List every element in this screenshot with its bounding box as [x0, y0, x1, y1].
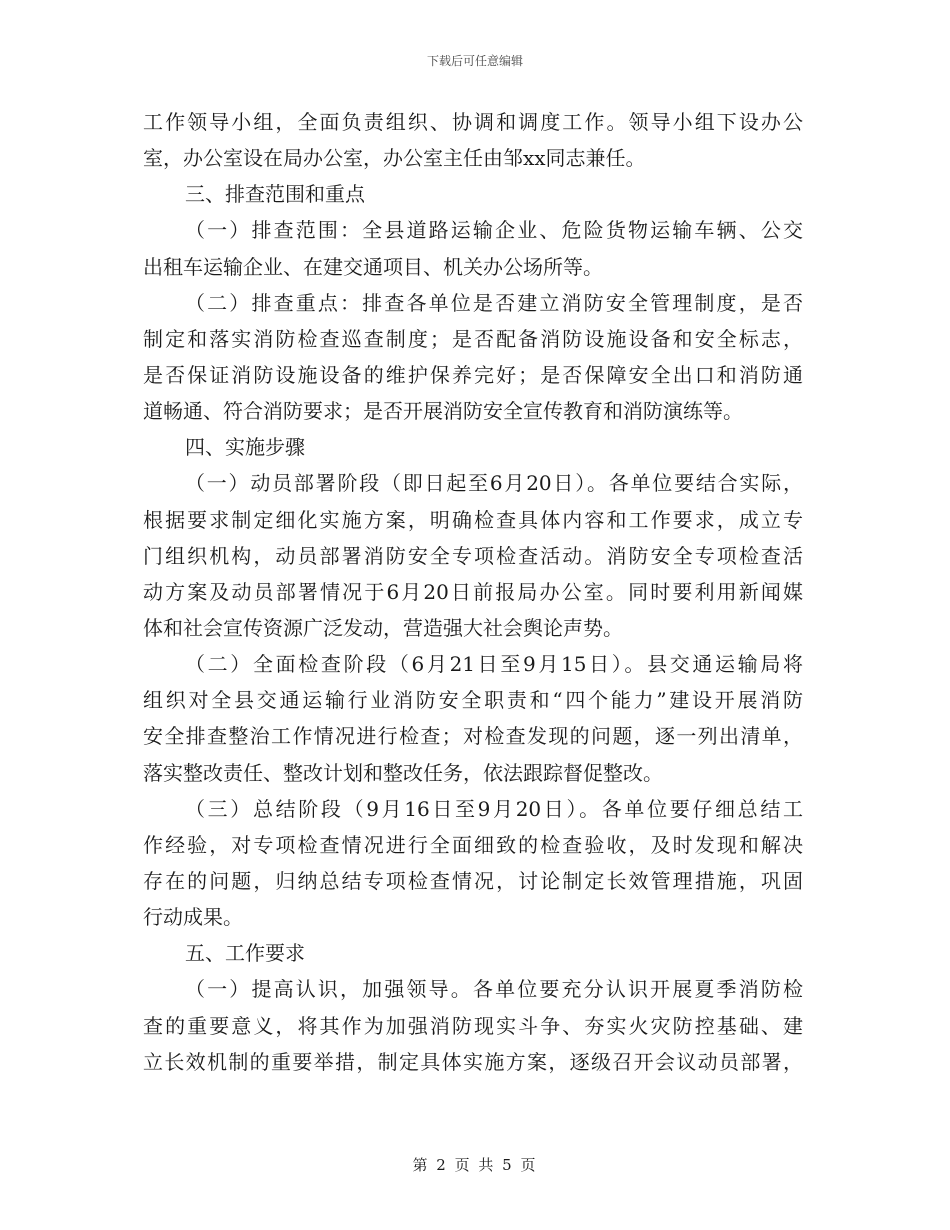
- body-line: （三）总结阶段（9月16日至9月20日）。各单位要仔细总结工: [185, 796, 803, 821]
- body-line: 行动成果。: [143, 905, 243, 930]
- body-line: 制定和落实消防检查巡查制度；是否配备消防设施设备和安全标志，: [143, 326, 803, 351]
- body-line: 门组织机构，动员部署消防安全专项检查活动。消防安全专项检查活: [143, 543, 803, 568]
- body-line: （一）动员部署阶段（即日起至6月20日）。各单位要结合实际，: [185, 471, 803, 496]
- section-heading: 三、排查范围和重点: [185, 182, 365, 207]
- body-line: 查的重要意义，将其作为加强消防现实斗争、夯实火灾防控基础、建: [143, 1013, 803, 1038]
- body-line: （一）提高认识，加强领导。各单位要充分认识开展夏季消防检: [185, 977, 803, 1002]
- body-line: （二）排查重点：排查各单位是否建立消防安全管理制度，是否: [185, 290, 803, 315]
- body-line: 作经验，对专项检查情况进行全面细致的检查验收，及时发现和解决: [143, 832, 803, 857]
- body-line: 动方案及动员部署情况于6月20日前报局办公室。同时要利用新闻媒: [143, 579, 803, 604]
- body-line: （一）排查范围：全县道路运输企业、危险货物运输车辆、公交: [185, 218, 803, 243]
- body-line: 落实整改责任、整改计划和整改任务，依法跟踪督促整改。: [143, 760, 663, 785]
- body-line: 安全排查整治工作情况进行检查；对检查发现的问题，逐一列出清单，: [143, 724, 803, 749]
- body-line: 体和社会宣传资源广泛发动，营造强大社会舆论声势。: [143, 615, 623, 640]
- page-footer: 第 2 页 共 5 页: [412, 1156, 538, 1174]
- body-line: 组织对全县交通运输行业消防安全职责和“四个能力”建设开展消防: [143, 688, 803, 713]
- body-line: 工作领导小组，全面负责组织、协调和调度工作。领导小组下设办公: [143, 110, 803, 134]
- body-line: 出租车运输企业、在建交通项目、机关办公场所等。: [143, 254, 603, 279]
- section-heading: 五、工作要求: [185, 941, 305, 966]
- body-line: （二）全面检查阶段（6月21日至9月15日）。县交通运输局将: [185, 652, 803, 677]
- section-heading: 四、实施步骤: [185, 435, 305, 460]
- document-body: [143, 104, 803, 1080]
- body-line: 道畅通、符合消防要求；是否开展消防安全宣传教育和消防演练等。: [143, 399, 743, 424]
- body-line: 存在的问题，归纳总结专项检查情况，讨论制定长效管理措施，巩固: [143, 868, 803, 893]
- page-header: 下载后可任意编辑: [426, 54, 523, 68]
- body-line: 立长效机制的重要举措，制定具体实施方案，逐级召开会议动员部署，: [143, 1049, 803, 1074]
- body-line: 是否保证消防设施设备的维护保养完好；是否保障安全出口和消防通: [143, 362, 803, 387]
- body-line: 室，办公室设在局办公室，办公室主任由邹xx同志兼任。: [143, 146, 646, 171]
- body-line: 根据要求制定细化实施方案，明确检查具体内容和工作要求，成立专: [143, 507, 803, 532]
